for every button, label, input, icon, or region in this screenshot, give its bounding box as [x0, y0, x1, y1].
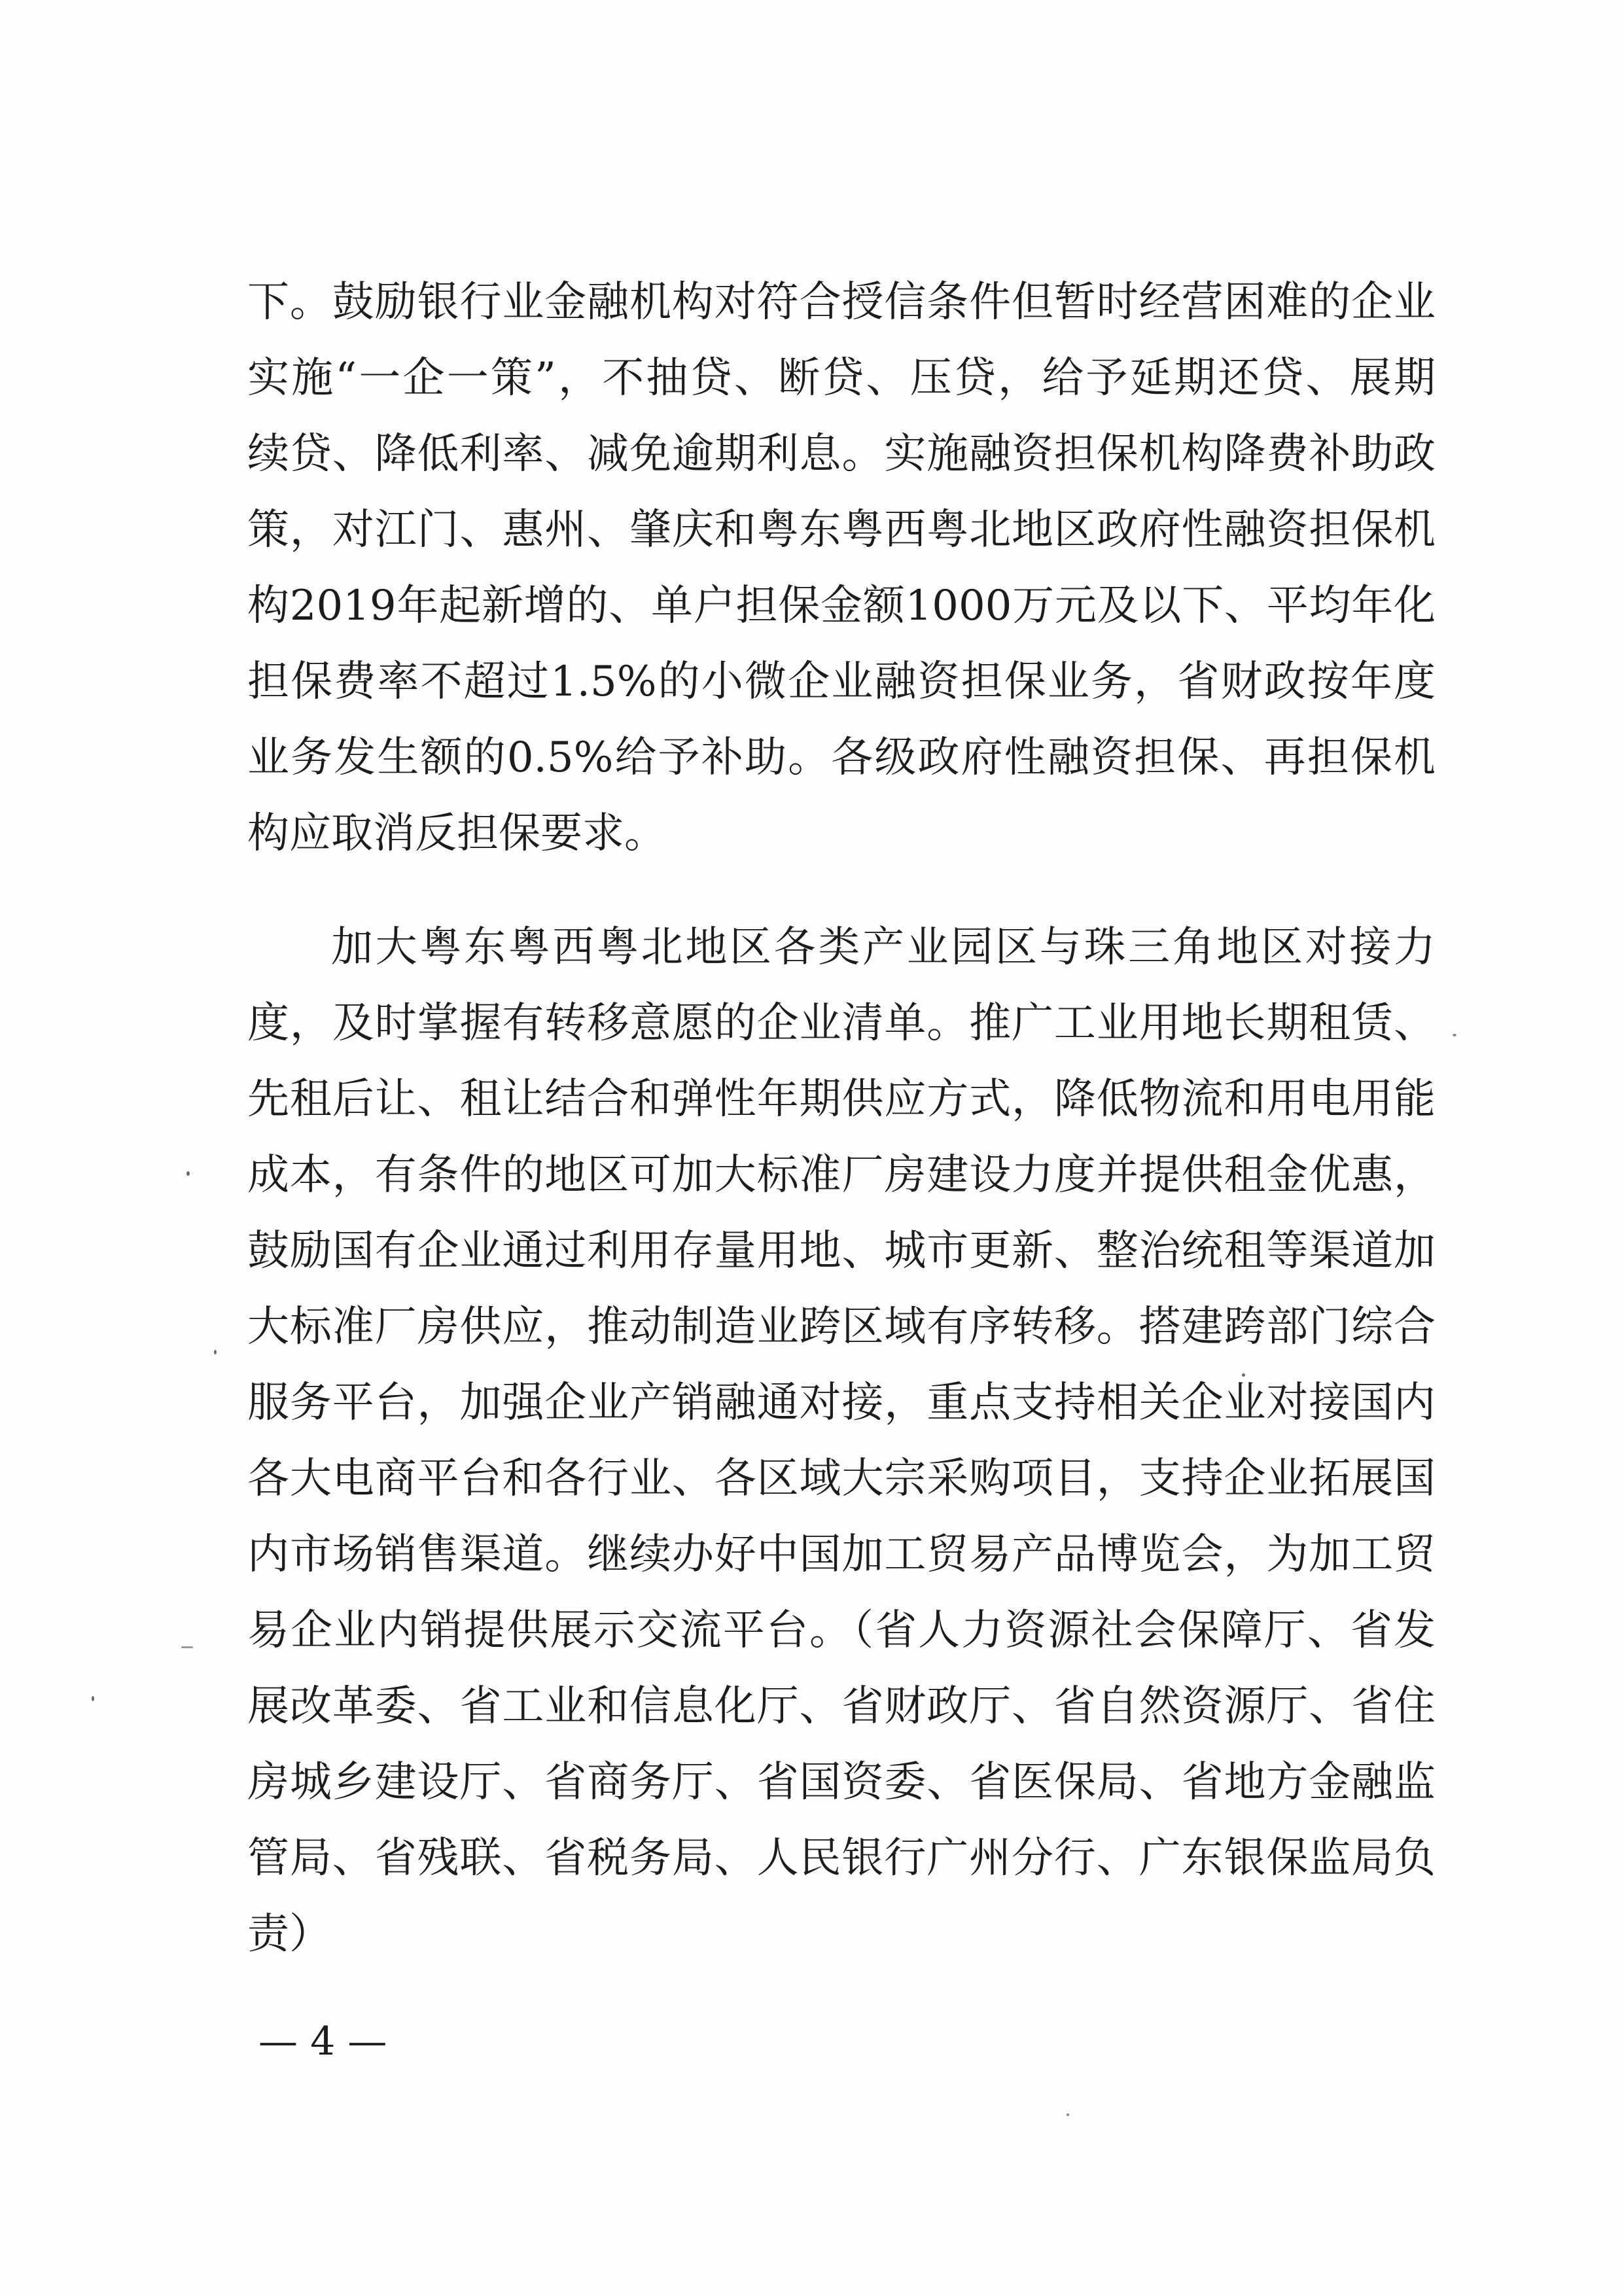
paragraph-line: 续贷、降低利率、减免逾期利息。实施融资担保机构降费补助政: [247, 430, 1436, 478]
paragraph-line: 实施“一企一策”，不抽贷、断贷、压贷，给予延期还贷、展期: [247, 354, 1436, 402]
scan-speck: [92, 1696, 94, 1701]
paragraph-line: 管局、省残联、省税务局、人民银行广州分行、广东银保监局负: [247, 1834, 1436, 1882]
paragraph-line: 构应取消反担保要求。: [247, 809, 666, 858]
scan-speck: [1242, 1373, 1245, 1377]
scan-speck: [1067, 2113, 1069, 2116]
paragraph-line: 大标准厂房供应，推动制造业跨区域有序转移。搭建跨部门综合: [247, 1303, 1436, 1351]
paragraph-line: 鼓励国有企业通过利用存量用地、城市更新、整治统租等渠道加: [247, 1227, 1436, 1275]
paragraph-line: 下。鼓励银行业金融机构对符合授信条件但暂时经营困难的企业: [247, 278, 1436, 327]
paragraph-line: 易企业内销提供展示交流平台。（省人力资源社会保障厅、省发: [247, 1606, 1436, 1655]
page-number: — 4 —: [258, 2019, 387, 2064]
paragraph-line: 成本，有条件的地区可加大标准厂房建设力度并提供租金优惠，: [247, 1151, 1436, 1199]
scan-speck: [186, 1171, 190, 1176]
paragraph-line: 各大电商平台和各行业、各区域大宗采购项目，支持企业拓展国: [247, 1455, 1436, 1503]
paragraph-line: 展改革委、省工业和信息化厅、省财政厅、省自然资源厅、省住: [247, 1682, 1436, 1731]
paragraph-2: [247, 910, 1436, 1972]
paragraph-line: 加大粤东粤西粤北地区各类产业园区与珠三角地区对接力: [331, 923, 1436, 972]
paragraph-line: 先租后让、租让结合和弹性年期供应方式，降低物流和用电用能: [247, 1075, 1436, 1123]
paragraph-line: 业务发生额的0.5%给予补助。各级政府性融资担保、再担保机: [247, 733, 1436, 782]
scan-speck: [1453, 1034, 1456, 1036]
paragraph-line: 内市场销售渠道。继续办好中国加工贸易产品博览会，为加工贸: [247, 1530, 1436, 1579]
paragraph-line: 度，及时掌握有转移意愿的企业清单。推广工业用地长期租赁、: [247, 999, 1436, 1048]
paragraph-line: 担保费率不超过1.5%的小微企业融资担保业务，省财政按年度: [247, 658, 1436, 706]
paragraph-line: 房城乡建设厅、省商务厅、省国资委、省医保局、省地方金融监: [247, 1758, 1436, 1807]
paragraph-line: 构2019年起新增的、单户担保金额1000万元及以下、平均年化: [247, 582, 1436, 630]
paragraph-line: 服务平台，加强企业产销融通对接，重点支持相关企业对接国内: [247, 1379, 1436, 1427]
paragraph-line: 策，对江门、惠州、肇庆和粤东粤西粤北地区政府性融资担保机: [247, 506, 1436, 554]
scan-speck: [181, 1646, 193, 1648]
scan-speck: [214, 1350, 217, 1354]
paragraph-1: [247, 264, 1436, 872]
paragraph-line: 责）: [247, 1910, 331, 1958]
